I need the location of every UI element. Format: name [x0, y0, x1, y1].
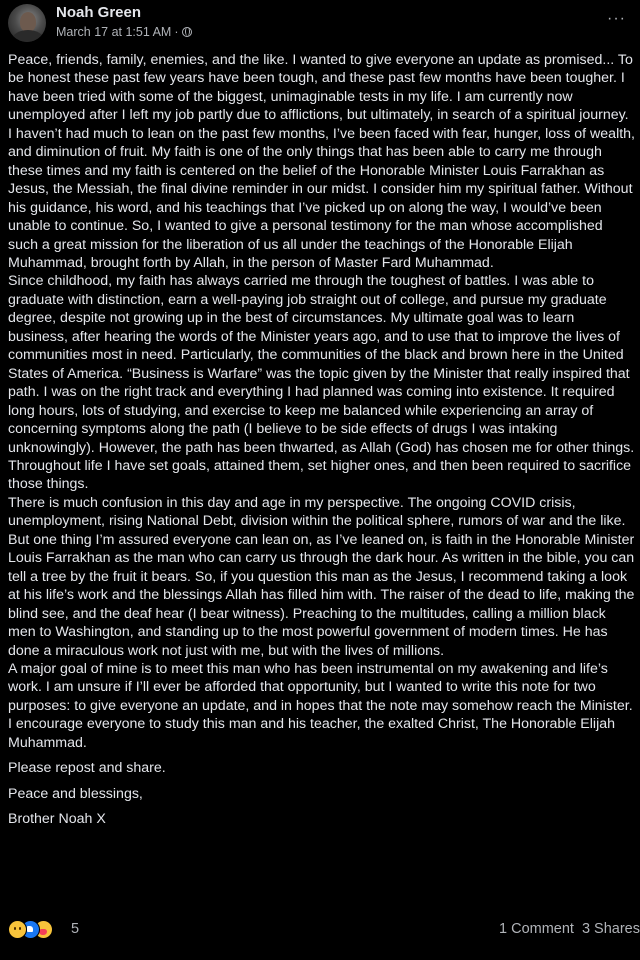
post-paragraph: I encourage everyone to study this man and his teacher, the exalted Christ, The Honorable Elijah Muhammad.	[8, 716, 616, 751]
post-meta	[56, 25, 192, 39]
globe-icon	[182, 27, 192, 37]
avatar-shoulders	[12, 30, 44, 42]
post-paragraph: Peace and blessings,	[8, 785, 143, 802]
engagement-counts	[499, 921, 640, 937]
comment-count-link[interactable]: 1 Comment	[499, 921, 574, 937]
post-paragraph: There is much confusion in this day and age in my perspective. The ongoing COVID crisis, unemployment, rising National Debt, division within the political sphere, rumors of war and the like. But one thing I’m assured everyone can lean on, as I’ve leaned on, is faith in the Honorable Minister Louis Farrakhan as the man who can carry us through the dark hour. As written in the bible, you can tell a tree by the fruit it bears. So, if you question this man as the Jesus, I recommend taking a look at his life’s work and the blessings Allah has filled him with. The raiser of the dead to life, making the blind see, and the deaf hear (I bear witness). Preaching to the multitudes, calling a million black men to Washington, and standing up to the most powerful government of modern times. He has done a miraculous work not just with me, but with the lives of millions.	[8, 494, 635, 659]
post-paragraph: Since childhood, my faith has always carried me through the toughest of battles. I was able to graduate with distinction, earn a well-paying job straight out of college, and pursue my graduate degree, despite not growing up in the best of circumstances. My ultimate goal was to learn business, after hearing the words of the Minister years ago, and to use that to improve the lives of communities most in need. Particularly, the communities of the black and brown here in the United States of America. “Business is Warfare” was the topic given by the Minister that really inspired that path. I was on the right track and everything I had planned was coming into existence. It required long hours, lots of studying, and exercise to keep me balanced while experiencing an array of concerning symptoms along the path (I believe to be side effects of drugs I was intaking unknowingly). However, the path has been thwarted, as Allah (God) has chosen me for other things. Throughout life I have set goals, attained them, set higher ones, and then been required to sacrifice those things.	[8, 273, 635, 493]
reaction-count[interactable]: 5	[71, 921, 80, 937]
author-name[interactable]: Noah Green	[56, 4, 142, 21]
sad-reaction-icon	[8, 920, 27, 939]
post-paragraph: I haven’t had much to lean on the past few months, I’ve been faced with fear, hunger, loss of wealth, and diminution of fruit. My faith is one of the only things that has been able to carry me through these times and my faith is centered on the belief of the Honorable Minister Louis Farrakhan as Jesus, the Messiah, the final divine reminder in our midst. I consider him my spiritual father. Without his guidance, his word, and his teachings that I’ve picked up on along the way, I would’ve been unable to continue. So, I wanted to give a personal testimony for the man whose accomplished such a great mission for the liberation of us all under the teachings of the Honorable Elijah Muhammad, brought forth by Allah, in the person of Master Fard Muhammad.	[8, 125, 635, 271]
post-body	[8, 51, 636, 829]
post-signature: Brother Noah X	[8, 811, 106, 828]
post-header	[8, 2, 632, 42]
share-count-link[interactable]: 3 Shares	[581, 921, 640, 937]
reactions-bar	[8, 920, 640, 942]
post-paragraph: Peace, friends, family, enemies, and the like. I wanted to give everyone an update as promised... To be honest these past few years have been tough, and these past few months have been tougher. I have been tried with some of the biggest, unimaginable tests in my life. I am currently now unemployed after I left my job partly due to afflictions, but ultimately, in search of a spiritual journey.	[8, 52, 633, 124]
post-paragraph: Please repost and share.	[8, 760, 166, 777]
author-avatar[interactable]	[8, 4, 46, 42]
more-options-icon[interactable]: ···	[607, 10, 626, 27]
meta-separator: ·	[174, 25, 179, 39]
avatar-face	[20, 12, 36, 32]
post-timestamp[interactable]: March 17 at 1:51 AM	[56, 25, 172, 39]
post-paragraph: A major goal of mine is to meet this man who has been instrumental on my awakening and life’s work. I am unsure if I’ll ever be afforded that opportunity, but I wanted to write this note for two purposes: to give everyone an update, and in hopes that the note may somehow reach the Minister.	[8, 660, 633, 714]
